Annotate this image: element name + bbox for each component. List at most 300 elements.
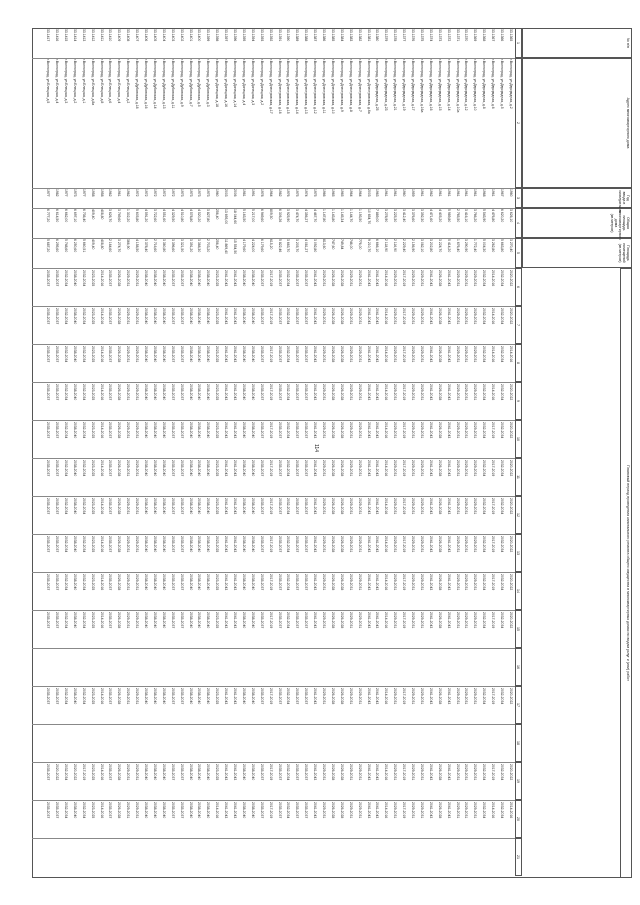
cell-period: 2038-2040 <box>206 612 211 629</box>
cell-no: 33.1412 <box>90 29 95 42</box>
grid-line <box>32 268 515 269</box>
cell-period: 2032-2034 <box>81 384 86 401</box>
cell-period: 2029-2031 <box>348 764 353 781</box>
column-number: 5 <box>515 238 522 268</box>
cell-period: 2038-2040 <box>161 308 166 325</box>
cell-period: 2035-2037 <box>179 574 184 591</box>
column-number: 17 <box>515 686 522 724</box>
cell-address: г.Волгоград, ул.Днестровская, д.9 <box>339 59 344 112</box>
cell-period: 2035-2037 <box>304 270 309 287</box>
grid-line <box>32 58 515 59</box>
cell-period: 2041-2043 <box>446 460 451 477</box>
cell-period: 2029-2031 <box>420 270 424 287</box>
cell-period: 2029-2031 <box>473 536 478 553</box>
cell-period: 2035-2037 <box>259 308 264 325</box>
cell-period: 2029-2031 <box>473 422 478 439</box>
cell-area: 3 392,30 <box>420 209 424 223</box>
cell-period: 2026-2028 <box>331 384 335 401</box>
cell-period: 2035-2037 <box>179 422 184 439</box>
cell-period: 2026-2028 <box>339 346 344 363</box>
cell-period: 2035-2037 <box>259 384 264 401</box>
cell-period: 2035-2037 <box>295 536 300 553</box>
cell-period: 2029-2031 <box>348 612 353 629</box>
cell-period: 2038-2040 <box>242 384 246 401</box>
column-number: 12 <box>515 496 522 534</box>
cell-period: 2038-2040 <box>153 688 157 705</box>
cell-area: 1 143,80 <box>331 209 335 223</box>
cell-area: 6 662,00 <box>64 209 68 223</box>
cell-period: 2038-2040 <box>197 346 202 363</box>
cell-period: 2029-2031 <box>464 574 469 591</box>
cell-period: 2038-2040 <box>72 574 77 591</box>
cell-no: 33.1406 <box>144 29 149 42</box>
cell-period: 2035-2037 <box>108 460 113 477</box>
cell-address: г.Волгоград, ул.Дубовская, д.13 <box>161 59 166 109</box>
cell-period: 2032-2034 <box>81 422 86 439</box>
cell-period: 2038-2040 <box>161 498 166 515</box>
cell-period: 2041-2043 <box>366 802 371 819</box>
cell-living: 2 703,20 <box>206 239 211 253</box>
cell-living: 1 772,40 <box>473 239 478 253</box>
cell-year: 1961 <box>393 189 398 197</box>
cell-period: 2041-2043 <box>224 688 229 705</box>
cell-period: 2026-2028 <box>339 460 344 477</box>
cell-period: 2032-2034 <box>286 384 291 401</box>
cell-period: 2032-2034 <box>482 308 487 325</box>
cell-no: 33.1368 <box>482 29 487 42</box>
cell-living: 6 250,60 <box>72 239 77 253</box>
cell-period: 2023-2025 <box>90 498 95 515</box>
cell-period: 2038-2040 <box>161 574 166 591</box>
cell-period: 2014-2016 <box>384 612 389 629</box>
cell-period: 2041-2043 <box>446 764 451 781</box>
cell-period: 2029-2031 <box>126 574 131 591</box>
cell-period: 2041-2043 <box>446 346 451 363</box>
cell-year: 1960 <box>509 189 513 197</box>
cell-period: 2041-2043 <box>233 384 238 401</box>
cell-period: 2026-2028 <box>437 460 442 477</box>
cell-period: 2023-2025 <box>90 308 95 325</box>
cell-year: 1991 <box>250 189 255 197</box>
cell-period: 2038-2040 <box>250 764 255 781</box>
cell-period: 2029-2031 <box>357 574 362 591</box>
cell-period: 2026-2028 <box>437 612 442 629</box>
cell-address: г.Волгоград, ул.Донецкая, д.4 <box>242 59 246 106</box>
cell-period: 2038-2040 <box>144 498 149 515</box>
cell-period: 2038-2040 <box>72 308 77 325</box>
cell-period: 2017-2019 <box>402 270 407 287</box>
cell-period: 2035-2037 <box>277 612 282 629</box>
cell-period: 2029-2031 <box>357 688 362 705</box>
cell-area: 3 626,10 <box>509 209 513 223</box>
cell-period: 2032-2034 <box>81 498 86 515</box>
cell-year: 1962 <box>108 189 113 197</box>
column-number: 3 <box>515 188 522 208</box>
cell-area: 3 225,30 <box>393 209 398 223</box>
cell-period: 2035-2037 <box>46 498 51 515</box>
cell-address: г.Волгоград, ул.Днестровская, д.13 <box>304 59 309 114</box>
cell-period: 2032-2034 <box>81 308 86 325</box>
cell-period: 2038-2040 <box>197 308 202 325</box>
cell-year: 1977 <box>81 189 86 197</box>
cell-area: 256,40 <box>215 209 220 220</box>
cell-period: 2038-2040 <box>250 612 255 629</box>
cell-period: 2035-2037 <box>46 764 51 781</box>
cell-period: 2038-2040 <box>153 574 157 591</box>
cell-period: 2035-2037 <box>55 422 60 439</box>
cell-no: 33.1416 <box>55 29 60 42</box>
cell-period: 2038-2040 <box>153 270 157 287</box>
cell-period: 2029-2031 <box>348 346 353 363</box>
cell-period: 2029-2031 <box>455 346 460 363</box>
cell-period: 2029-2031 <box>357 764 362 781</box>
cell-area: 809,50 <box>268 209 273 220</box>
cell-period: 2029-2031 <box>455 802 460 819</box>
cell-area: 408,80 <box>99 209 104 220</box>
cell-period: 2041-2043 <box>313 422 318 439</box>
cell-period: 2017-2019 <box>402 536 407 553</box>
cell-living: 2 156,90 <box>411 239 416 253</box>
cell-period: 2026-2028 <box>339 536 344 553</box>
cell-period: 2038-2040 <box>188 498 193 515</box>
cell-period: 2029-2031 <box>393 308 398 325</box>
cell-no: 33.1390 <box>286 29 291 42</box>
cell-period: 2035-2037 <box>259 574 264 591</box>
cell-period: 2023-2025 <box>90 802 95 819</box>
cell-period: 2032-2034 <box>482 460 487 477</box>
cell-living: 5 687,20 <box>46 239 51 253</box>
cell-period: 2035-2037 <box>304 308 309 325</box>
cell-period: 2029-2031 <box>420 688 424 705</box>
cell-period: 2029-2031 <box>464 422 469 439</box>
cell-period: 2029-2031 <box>393 346 398 363</box>
cell-period: 2020-2022 <box>509 422 513 439</box>
cell-period: 2014-2016 <box>384 764 389 781</box>
cell-period: 2038-2040 <box>153 802 157 819</box>
cell-address: г.Волгоград, ул.Двухрядная, д.2 <box>509 59 513 109</box>
cell-period: 2026-2028 <box>437 384 442 401</box>
cell-period: 2041-2043 <box>313 802 318 819</box>
cell-period: 2038-2040 <box>161 384 166 401</box>
cell-period: 2038-2040 <box>72 802 77 819</box>
cell-period: 2035-2037 <box>277 270 282 287</box>
cell-period: 2032-2034 <box>482 422 487 439</box>
cell-period: 2017-2019 <box>402 764 407 781</box>
cell-period: 2032-2034 <box>286 688 291 705</box>
cell-address: г.Волгоград, ул.Двухрядная, д.16 <box>428 59 433 111</box>
cell-no: 33.1375 <box>420 29 424 42</box>
cell-address: г.Волгоград, ул.Двухрядная, д.10 <box>473 59 478 111</box>
grid-line <box>32 800 515 801</box>
cell-period: 2026-2028 <box>331 460 335 477</box>
cell-period: 2035-2037 <box>55 612 60 629</box>
cell-period: 2014-2016 <box>99 460 104 477</box>
cell-period: 2038-2040 <box>242 422 246 439</box>
cell-period: 2026-2028 <box>339 688 344 705</box>
cell-period: 2029-2031 <box>393 536 398 553</box>
cell-area: 18 044,60 <box>233 209 238 225</box>
cell-living: 1 676,40 <box>455 239 460 253</box>
cell-period: 2014-2016 <box>99 536 104 553</box>
cell-period: 2029-2031 <box>348 688 353 705</box>
cell-period: 2035-2037 <box>179 764 184 781</box>
cell-period: 2032-2034 <box>500 460 505 477</box>
cell-year: 1961 <box>117 189 122 197</box>
cell-no: 33.1372 <box>446 29 451 42</box>
cell-period: 2029-2031 <box>411 612 416 629</box>
cell-period: 2035-2037 <box>259 460 264 477</box>
cell-no: 33.1392 <box>268 29 273 42</box>
cell-period: 2029-2031 <box>411 384 416 401</box>
cell-period: 2035-2037 <box>108 308 113 325</box>
cell-area: 4 520,20 <box>197 209 202 223</box>
cell-area: 4 551,60 <box>161 209 166 223</box>
grid-line <box>32 382 515 383</box>
cell-period: 2035-2037 <box>259 498 264 515</box>
cell-no: 33.1400 <box>197 29 202 42</box>
cell-no: 33.1380 <box>375 29 380 42</box>
cell-period: 2023-2025 <box>215 460 220 477</box>
cell-period: 2041-2043 <box>233 688 238 705</box>
cell-year: 1960 <box>402 189 407 197</box>
cell-address: г.Волгоград, ул.Двухрядная, д.19 <box>402 59 407 111</box>
cell-period: 2032-2034 <box>64 384 68 401</box>
cell-no: 33.1371 <box>455 29 460 42</box>
cell-period: 2020-2022 <box>509 308 513 325</box>
cell-period: 2041-2043 <box>313 498 318 515</box>
cell-period: 2038-2040 <box>161 422 166 439</box>
cell-period: 2035-2037 <box>170 460 175 477</box>
cell-period: 2038-2040 <box>206 764 211 781</box>
cell-period: 2035-2037 <box>295 764 300 781</box>
grid-line <box>32 762 515 763</box>
cell-area: 5 217,00 <box>250 209 255 223</box>
cell-period: 2017-2019 <box>491 422 496 439</box>
cell-period: 2035-2037 <box>304 384 309 401</box>
cell-period: 2020-2022 <box>55 764 60 781</box>
cell-living: 5 822,46 <box>277 239 282 253</box>
cell-year: 1972 <box>144 189 149 197</box>
cell-year: 1958 <box>99 189 104 197</box>
cell-period: 2014-2016 <box>99 764 104 781</box>
cell-period: 2029-2031 <box>473 384 478 401</box>
cell-no: 33.1383 <box>348 29 353 42</box>
cell-area: 5 989,80 <box>446 209 451 223</box>
cell-living: 6 179,60 <box>259 239 264 253</box>
cell-period: 2041-2043 <box>233 270 238 287</box>
cell-period: 2014-2016 <box>384 422 389 439</box>
cell-period: 2041-2043 <box>224 460 229 477</box>
cell-period: 2038-2040 <box>188 688 193 705</box>
cell-address: г.Волгоград, ул.Двухрядная, д.16а <box>420 59 424 113</box>
cell-period: 2041-2043 <box>233 574 238 591</box>
cell-period: 2032-2034 <box>286 270 291 287</box>
cell-period: 2035-2037 <box>304 574 309 591</box>
cell-period: 2017-2019 <box>402 688 407 705</box>
cell-period: 2038-2040 <box>161 346 166 363</box>
cell-period: 2029-2031 <box>322 612 327 629</box>
cell-period: 2038-2040 <box>242 574 246 591</box>
cell-period: 2026-2028 <box>117 422 122 439</box>
cell-area: 4 510,80 <box>179 209 184 223</box>
cell-period: 2032-2034 <box>482 802 487 819</box>
cell-period: 2023-2025 <box>215 574 220 591</box>
cell-area: 6 620,20 <box>500 209 505 223</box>
cell-period: 2035-2037 <box>55 688 60 705</box>
cell-address: г.Волгоград, ул.Елецкая, д.5 <box>46 59 51 104</box>
cell-period: 2032-2034 <box>286 802 291 819</box>
header-no: № п/п <box>522 28 632 58</box>
cell-period: 2014-2016 <box>384 460 389 477</box>
cell-no: 33.1403 <box>170 29 175 42</box>
cell-period: 2014-2016 <box>99 308 104 325</box>
cell-period: 2029-2031 <box>357 536 362 553</box>
cell-period: 2041-2043 <box>233 498 238 515</box>
cell-period: 2041-2043 <box>366 346 371 363</box>
cell-period: 2032-2034 <box>482 612 487 629</box>
cell-period: 2035-2037 <box>295 498 300 515</box>
cell-period: 2038-2040 <box>242 764 246 781</box>
cell-period: 2032-2034 <box>286 498 291 515</box>
cell-period: 2038-2040 <box>72 460 77 477</box>
cell-living: 813,60 <box>322 239 327 250</box>
cell-period: 2029-2031 <box>473 308 478 325</box>
cell-period: 2029-2031 <box>464 612 469 629</box>
cell-period: 2020-2022 <box>509 612 513 629</box>
cell-year: 1968 <box>482 189 487 197</box>
cell-period: 2035-2037 <box>108 270 113 287</box>
cell-period: 2038-2040 <box>188 612 193 629</box>
cell-area: 6 736,40 <box>81 209 86 223</box>
cell-area: 3 722,60 <box>153 209 157 223</box>
cell-year: 1962 <box>428 189 433 197</box>
cell-period: 2014-2016 <box>384 536 389 553</box>
cell-living: 3 270,40 <box>509 239 513 253</box>
cell-period: 2026-2028 <box>331 536 335 553</box>
cell-period: 2032-2034 <box>500 574 505 591</box>
cell-address: г.Волгоград, ул.Донецкая, д.3 <box>250 59 255 106</box>
cell-period: 2026-2028 <box>331 688 335 705</box>
cell-period: 2029-2031 <box>322 764 327 781</box>
cell-period: 2020-2022 <box>509 270 513 287</box>
cell-period: 2041-2043 <box>313 764 318 781</box>
cell-address: г.Волгоград, ул.Елецкая, д.3 <box>64 59 68 104</box>
cell-period: 2014-2016 <box>491 346 496 363</box>
cell-period: 2038-2040 <box>206 688 211 705</box>
cell-period: 2041-2043 <box>313 270 318 287</box>
cell-period: 2038-2040 <box>153 536 157 553</box>
cell-period: 2035-2037 <box>170 346 175 363</box>
cell-period: 2014-2016 <box>99 270 104 287</box>
cell-year: 1962 <box>126 189 131 197</box>
cell-period: 2017-2019 <box>81 764 86 781</box>
grid-line <box>32 686 515 687</box>
cell-period: 2029-2031 <box>135 764 140 781</box>
column-number: 21 <box>515 838 522 876</box>
cell-period: 2023-2025 <box>215 422 220 439</box>
cell-year: 1961 <box>437 189 442 197</box>
cell-living: 3 290,90 <box>464 239 469 253</box>
cell-period: 2035-2037 <box>46 384 51 401</box>
cell-period: 2035-2037 <box>277 764 282 781</box>
cell-area: 3 416,10 <box>464 209 469 223</box>
cell-period: 2035-2037 <box>55 384 60 401</box>
cell-period: 2029-2031 <box>348 574 353 591</box>
cell-period: 2026-2028 <box>339 612 344 629</box>
cell-period: 2029-2031 <box>135 460 140 477</box>
cell-period: 2029-2031 <box>473 574 478 591</box>
cell-period: 2029-2031 <box>420 422 424 439</box>
cell-address: г.Волгоград, ул.Двухрядная, д.6 <box>491 59 496 109</box>
cell-living: 408,80 <box>99 239 104 250</box>
cell-no: 33.1410 <box>108 29 113 42</box>
column-number: 6 <box>515 268 522 306</box>
cell-period: 2041-2043 <box>428 270 433 287</box>
cell-period: 2029-2031 <box>420 308 424 325</box>
cell-period: 2032-2034 <box>500 536 505 553</box>
cell-area: 3 376,60 <box>411 209 416 223</box>
cell-period: 2038-2040 <box>242 460 246 477</box>
cell-period: 2032-2034 <box>64 422 68 439</box>
cell-living: 3 202,80 <box>428 239 433 253</box>
cell-period: 2038-2040 <box>250 270 255 287</box>
cell-period: 2035-2037 <box>179 308 184 325</box>
cell-address: г.Волгоград, ул.Двухрядная, д.10а <box>455 59 460 113</box>
cell-period: 2029-2031 <box>348 422 353 439</box>
cell-year: 1961 <box>464 189 469 197</box>
cell-period: 2014-2016 <box>491 384 496 401</box>
cell-period: 2026-2028 <box>331 764 335 781</box>
cell-period: 2032-2034 <box>482 688 487 705</box>
cell-period: 2035-2037 <box>277 536 282 553</box>
cell-address: г.Волгоград, ул.Елецкая, д.2 <box>72 59 77 104</box>
cell-period: 2041-2043 <box>366 612 371 629</box>
cell-period: 2026-2028 <box>437 536 442 553</box>
cell-period: 2041-2043 <box>428 346 433 363</box>
cell-period: 2029-2031 <box>357 384 362 401</box>
cell-period: 2035-2037 <box>108 802 113 819</box>
cell-period: 2035-2037 <box>277 688 282 705</box>
cell-year: 1973 <box>197 189 202 197</box>
cell-period: 2029-2031 <box>348 270 353 287</box>
cell-period: 2029-2031 <box>393 764 398 781</box>
cell-no: 33.1387 <box>313 29 318 42</box>
cell-period: 2035-2037 <box>259 688 264 705</box>
cell-period: 2035-2037 <box>170 536 175 553</box>
cell-period: 2035-2037 <box>55 346 60 363</box>
cell-year: 1961 <box>455 189 460 197</box>
cell-year: 1977 <box>64 189 68 197</box>
cell-period: 2038-2040 <box>206 460 211 477</box>
cell-period: 2032-2034 <box>286 764 291 781</box>
cell-living: 5 748,60 <box>64 239 68 253</box>
cell-no: 33.1393 <box>259 29 264 42</box>
cell-period: 2029-2031 <box>322 422 327 439</box>
cell-period: 2038-2040 <box>72 536 77 553</box>
cell-living: 15 554,50 <box>233 239 238 255</box>
cell-period: 2041-2043 <box>366 270 371 287</box>
cell-period: 2029-2031 <box>411 460 416 477</box>
cell-period: 2032-2034 <box>81 688 86 705</box>
cell-year: 1973 <box>72 189 77 197</box>
cell-period: 2023-2025 <box>215 384 220 401</box>
cell-period: 2041-2043 <box>224 270 229 287</box>
cell-period: 2035-2037 <box>170 574 175 591</box>
cell-period: 2029-2031 <box>420 802 424 819</box>
cell-period: 2029-2031 <box>411 688 416 705</box>
cell-period: 2020-2022 <box>509 384 513 401</box>
cell-period: 2032-2034 <box>500 422 505 439</box>
